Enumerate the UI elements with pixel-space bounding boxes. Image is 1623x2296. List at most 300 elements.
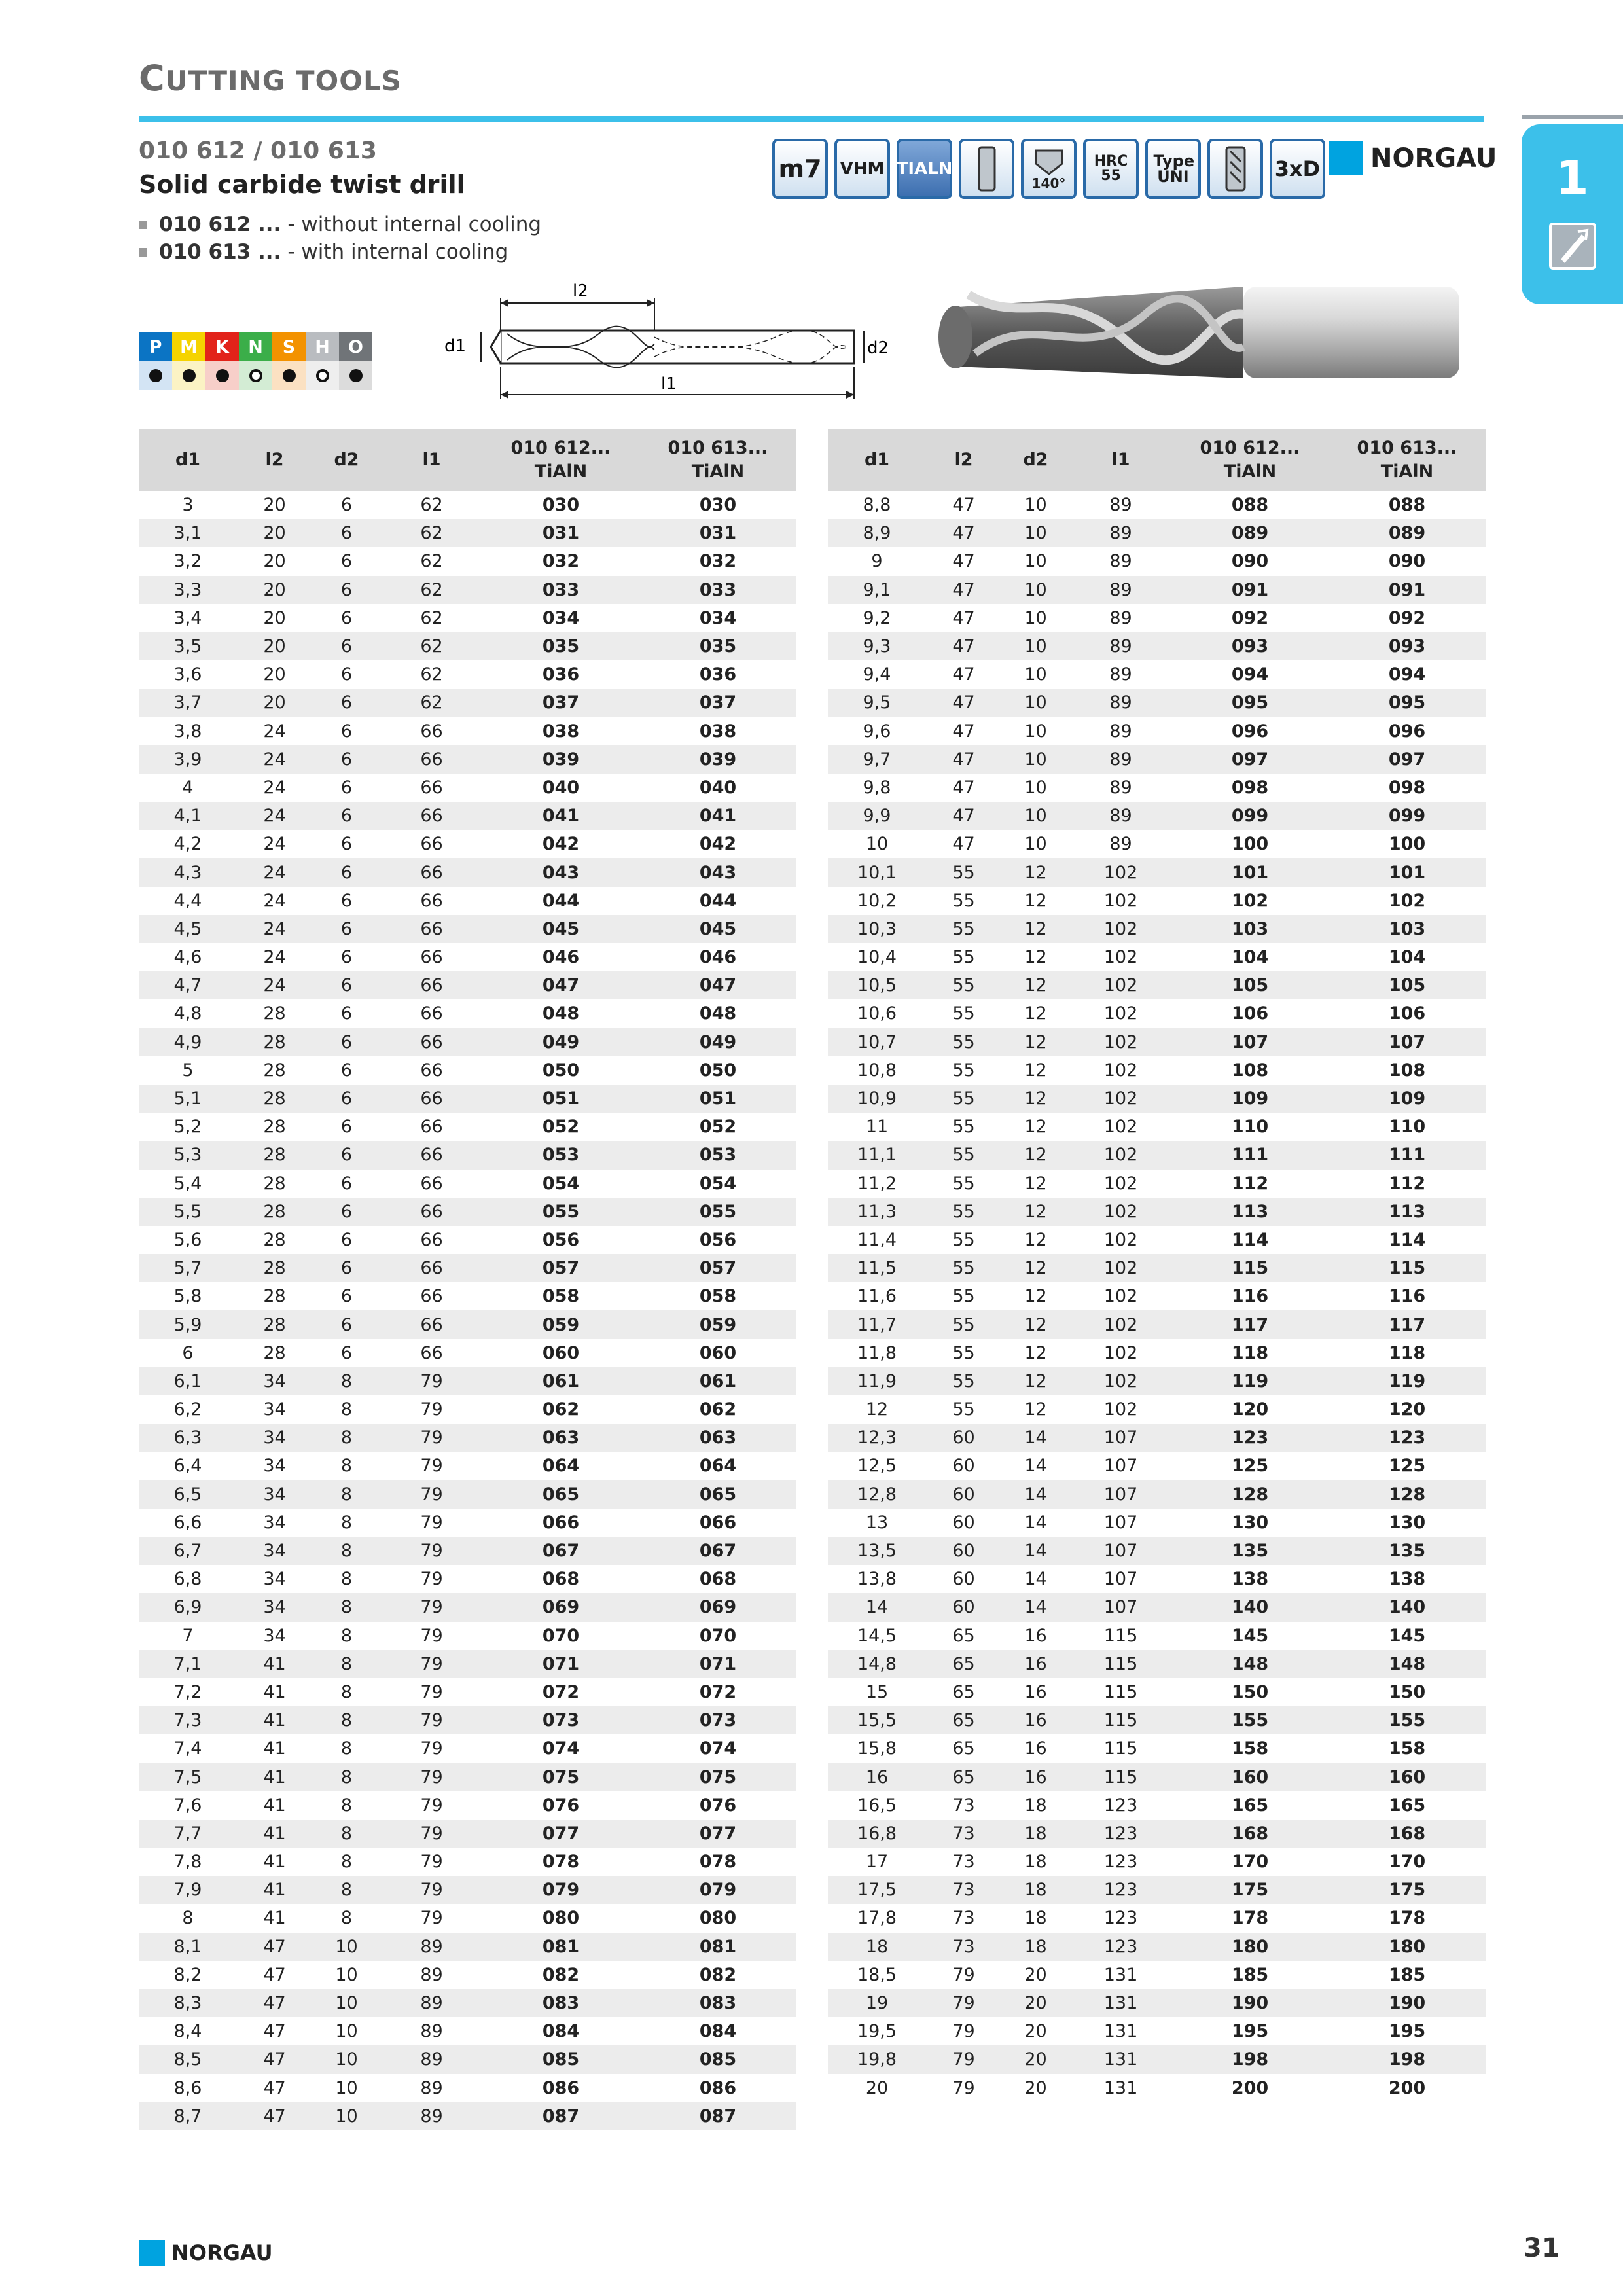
cell-l2: 55 [926, 1367, 1001, 1395]
table-row [828, 1509, 1486, 1537]
cell-d2: 6 [340, 834, 353, 855]
cell-code-010613: 109 [1329, 1085, 1486, 1113]
suitable-dot-icon [349, 369, 363, 382]
cell-l1: 79 [420, 1795, 443, 1816]
table-row [139, 1113, 796, 1141]
cell-code-010612: 130 [1231, 1512, 1269, 1533]
cell-code-010612: 081 [482, 1933, 639, 1961]
cell-l2: 73 [926, 1876, 1001, 1904]
cell-l1: 131 [1103, 2077, 1138, 2098]
cell-d1: 5,4 [173, 1173, 202, 1194]
cell-code-010613: 170 [1388, 1852, 1426, 1873]
cell-code-010613: 114 [1388, 1229, 1426, 1250]
cell-d1: 11,1 [828, 1141, 926, 1169]
cell-l2: 60 [926, 1480, 1001, 1509]
table-row [139, 1424, 796, 1452]
cell-code-010613: 088 [1388, 495, 1426, 516]
cell-d1: 8,5 [139, 2045, 237, 2073]
cell-l2: 55 [952, 1399, 975, 1420]
cell-d2: 8 [312, 1650, 381, 1678]
cell-code-010613: 118 [1388, 1342, 1426, 1363]
cell-l1: 102 [1070, 1085, 1171, 1113]
cell-l2: 41 [237, 1650, 312, 1678]
bullet-square-icon [139, 221, 147, 229]
table-row [828, 1565, 1486, 1593]
cell-l1: 66 [420, 721, 443, 742]
cell-code-010612: 089 [1171, 519, 1329, 547]
cell-l2: 47 [926, 745, 1001, 774]
cell-code-010612: 140 [1171, 1593, 1329, 1621]
table-row [828, 1310, 1486, 1338]
table-row [828, 1876, 1486, 1904]
cell-code-010613: 044 [699, 890, 737, 911]
cell-l2: 28 [237, 1254, 312, 1282]
cell-l1: 107 [1070, 1424, 1171, 1452]
cell-l2: 47 [237, 1989, 312, 2017]
cell-code-010612: 119 [1171, 1367, 1329, 1395]
cell-code-010612: 061 [482, 1367, 639, 1395]
product-codes: 010 612 / 010 613 [139, 137, 377, 164]
cell-l1: 102 [1070, 915, 1171, 943]
cell-d1: 3,1 [139, 519, 237, 547]
cell-code-010613: 052 [699, 1117, 737, 1138]
cell-d2: 8 [312, 1480, 381, 1509]
cell-code-010613: 089 [1329, 519, 1486, 547]
cell-d2: 12 [1024, 1342, 1047, 1363]
table-row [828, 858, 1486, 886]
cell-code-010612: 108 [1231, 1060, 1269, 1081]
cell-code-010612: 178 [1231, 1908, 1269, 1929]
table-row [139, 1367, 796, 1395]
cell-l2: 65 [952, 1625, 975, 1646]
material-o: O [339, 332, 372, 390]
cell-d1: 14,5 [857, 1625, 897, 1646]
cell-d2: 8 [340, 1681, 353, 1702]
table-row [139, 1763, 796, 1791]
cell-d1: 3,5 [139, 632, 237, 660]
cell-code-010612: 125 [1231, 1456, 1269, 1477]
table-row [139, 943, 796, 971]
cell-d1: 10,9 [828, 1085, 926, 1113]
cell-code-010612: 110 [1231, 1117, 1269, 1138]
cell-l1: 66 [381, 971, 482, 999]
cell-d1: 8,3 [139, 1989, 237, 2017]
cell-code-010612: 085 [482, 2045, 639, 2073]
cell-l2: 60 [926, 1537, 1001, 1565]
cell-d1: 4,5 [139, 915, 237, 943]
cell-code-010612: 168 [1171, 1820, 1329, 1848]
cell-code-010613: 094 [1388, 664, 1426, 685]
cell-l2: 28 [237, 1028, 312, 1056]
cell-code-010613: 049 [639, 1028, 796, 1056]
cell-l2: 41 [237, 1876, 312, 1904]
table-row [828, 1820, 1486, 1848]
cell-d1: 9,6 [863, 721, 891, 742]
cell-code-010612: 062 [542, 1399, 580, 1420]
cell-d2: 10 [335, 2021, 358, 2042]
cell-d1: 5,9 [139, 1310, 237, 1338]
cell-d2: 16 [1024, 1625, 1047, 1646]
cell-d1: 19,8 [828, 2045, 926, 2073]
cell-l1: 66 [381, 1310, 482, 1338]
cell-code-010612: 070 [542, 1625, 580, 1646]
cell-l2: 20 [263, 607, 286, 628]
tolerance-m7-icon: m7 [772, 139, 828, 199]
cell-l2: 34 [263, 1456, 286, 1477]
cell-code-010612: 111 [1171, 1141, 1329, 1169]
cell-d2: 6 [340, 777, 353, 798]
drill-size-table-left [139, 429, 796, 2130]
cell-d2: 12 [1024, 1173, 1047, 1194]
cell-code-010612: 148 [1171, 1650, 1329, 1678]
cell-code-010613: 081 [639, 1933, 796, 1961]
cell-d1: 5,1 [139, 1085, 237, 1113]
cell-l2: 79 [952, 2021, 975, 2042]
table-row [139, 1085, 796, 1113]
cell-code-010613: 190 [1329, 1989, 1486, 2017]
cell-code-010613: 053 [639, 1141, 796, 1169]
table-row [828, 1339, 1486, 1367]
cell-l2: 47 [952, 721, 975, 742]
cell-d2: 10 [312, 1933, 381, 1961]
cell-d1: 7,5 [139, 1763, 237, 1791]
cell-d1: 8,1 [139, 1933, 237, 1961]
cell-d1: 5,8 [173, 1286, 202, 1307]
cell-code-010613: 076 [699, 1795, 737, 1816]
cell-code-010613: 145 [1388, 1625, 1426, 1646]
cell-l1: 89 [1109, 551, 1132, 572]
cell-l2: 28 [263, 1060, 286, 1081]
cell-d2: 12 [1001, 858, 1070, 886]
cell-l1: 102 [1070, 1367, 1171, 1395]
cell-code-010613: 031 [639, 519, 796, 547]
cell-d2: 12 [1001, 915, 1070, 943]
table-row [139, 1734, 796, 1763]
cell-d2: 20 [1001, 2045, 1070, 2073]
table-row [828, 1226, 1486, 1254]
cell-d2: 12 [1001, 1367, 1070, 1395]
cell-d2: 10 [1001, 576, 1070, 604]
cell-l1: 89 [1109, 834, 1132, 855]
cell-l1: 62 [420, 664, 443, 685]
cell-l1: 89 [1109, 607, 1132, 628]
cell-code-010612: 096 [1231, 721, 1269, 742]
cell-d1: 6,1 [139, 1367, 237, 1395]
table-row [828, 1904, 1486, 1932]
cell-d1: 10,4 [857, 947, 897, 968]
cell-code-010613: 104 [1388, 947, 1426, 968]
cell-d1: 8,2 [173, 1964, 202, 1985]
cell-d1: 8,8 [863, 495, 891, 516]
cell-d1: 18 [828, 1933, 926, 1961]
cell-l1: 79 [381, 1706, 482, 1734]
table-row [139, 1395, 796, 1424]
cell-code-010613: 111 [1329, 1141, 1486, 1169]
table-row [828, 1452, 1486, 1480]
cell-code-010613: 096 [1388, 721, 1426, 742]
cell-d2: 10 [1001, 519, 1070, 547]
cell-l2: 20 [237, 576, 312, 604]
cell-d1: 9,8 [863, 777, 891, 798]
cell-l1: 89 [381, 2045, 482, 2073]
cell-d1: 12,3 [828, 1424, 926, 1452]
cell-d2: 8 [340, 1512, 353, 1533]
cell-l2: 47 [952, 834, 975, 855]
cell-l2: 41 [237, 1706, 312, 1734]
table-row [828, 1706, 1486, 1734]
table-row [828, 1678, 1486, 1706]
cell-l1: 89 [420, 1964, 443, 1985]
cell-l2: 60 [952, 1456, 975, 1477]
cell-d2: 18 [1024, 1795, 1047, 1816]
cell-l2: 65 [952, 1681, 975, 1702]
cell-d2: 6 [340, 607, 353, 628]
cell-d1: 4,3 [139, 858, 237, 886]
table-row [828, 717, 1486, 745]
cell-l2: 55 [926, 915, 1001, 943]
cell-d2: 10 [312, 2102, 381, 2130]
cell-l2: 47 [926, 802, 1001, 830]
cell-l1: 115 [1070, 1706, 1171, 1734]
cell-code-010613: 040 [699, 777, 737, 798]
cell-d1: 10 [865, 834, 889, 855]
suitable-dot-icon [183, 369, 196, 382]
cell-code-010612: 107 [1171, 1028, 1329, 1056]
cell-code-010613: 039 [639, 745, 796, 774]
cell-d1: 7 [182, 1625, 194, 1646]
cell-l2: 55 [926, 1254, 1001, 1282]
cell-code-010613: 095 [1329, 689, 1486, 717]
cell-d2: 8 [340, 1908, 353, 1929]
dim-d1-label: d1 [444, 336, 467, 356]
table-row [139, 547, 796, 575]
limited-ring-icon [316, 369, 329, 382]
cell-l2: 34 [263, 1569, 286, 1590]
cell-code-010613: 195 [1388, 2021, 1426, 2042]
cell-d1: 6,4 [173, 1456, 202, 1477]
cell-d2: 6 [340, 1173, 353, 1194]
cell-l2: 65 [926, 1763, 1001, 1791]
cell-l1: 79 [381, 1480, 482, 1509]
cell-d2: 6 [312, 1028, 381, 1056]
cell-code-010612: 047 [482, 971, 639, 999]
cell-l1: 102 [1103, 1060, 1138, 1081]
cell-d1: 5,6 [173, 1229, 202, 1250]
cell-l2: 24 [263, 890, 286, 911]
table-row [828, 1989, 1486, 2017]
cell-code-010612: 175 [1171, 1876, 1329, 1904]
cell-d2: 12 [1024, 1286, 1047, 1307]
cell-d1: 6,7 [139, 1537, 237, 1565]
cell-d1: 9,1 [828, 576, 926, 604]
cell-code-010612: 170 [1231, 1852, 1269, 1873]
cell-code-010613: 054 [699, 1173, 737, 1194]
cell-d2: 20 [1024, 2021, 1047, 2042]
cell-code-010613: 083 [639, 1989, 796, 2017]
cell-d2: 6 [340, 664, 353, 685]
cell-d2: 14 [1001, 1537, 1070, 1565]
cell-l2: 28 [237, 1141, 312, 1169]
cell-d1: 5 [182, 1060, 194, 1081]
cell-l2: 34 [263, 1399, 286, 1420]
cell-l2: 60 [952, 1569, 975, 1590]
cell-d2: 12 [1024, 1399, 1047, 1420]
cell-d2: 18 [1001, 1820, 1070, 1848]
cell-code-010612: 195 [1231, 2021, 1269, 2042]
cell-d1: 3 [182, 495, 194, 516]
table-row [139, 1593, 796, 1621]
cell-code-010612: 145 [1231, 1625, 1269, 1646]
table-row [139, 1028, 796, 1056]
cell-l1: 115 [1103, 1625, 1138, 1646]
cell-code-010612: 050 [542, 1060, 580, 1081]
cell-l2: 55 [952, 1117, 975, 1138]
cell-l1: 66 [420, 1286, 443, 1307]
cell-l2: 28 [237, 1085, 312, 1113]
material-suitability [139, 332, 372, 390]
dimension-drawing [435, 278, 889, 409]
table-row [139, 915, 796, 943]
cell-code-010612: 095 [1171, 689, 1329, 717]
cell-l1: 102 [1103, 1286, 1138, 1307]
cell-l1: 79 [381, 1820, 482, 1848]
cell-code-010612: 041 [482, 802, 639, 830]
material-h: H [306, 332, 339, 390]
cell-d1: 7,9 [139, 1876, 237, 1904]
cell-l2: 47 [926, 576, 1001, 604]
cell-d1: 9,3 [828, 632, 926, 660]
col-header-010613: 010 613... TiAlN [639, 429, 796, 491]
cell-d1: 12,5 [857, 1456, 897, 1477]
table-row [828, 491, 1486, 519]
cell-l1: 66 [381, 858, 482, 886]
chapter-tab[interactable]: 1 [1522, 124, 1623, 304]
cell-d1: 5,2 [173, 1117, 202, 1138]
cell-code-010612: 067 [482, 1537, 639, 1565]
brand-logo: NORGAU [1329, 141, 1497, 175]
cell-code-010613: 198 [1329, 2045, 1486, 2073]
col-header-d1: d1 [139, 429, 237, 491]
cell-l2: 41 [263, 1852, 286, 1873]
table-row [828, 1424, 1486, 1452]
cell-l2: 28 [237, 1198, 312, 1226]
cell-l2: 20 [237, 632, 312, 660]
cell-l1: 102 [1103, 1173, 1138, 1194]
cell-d1: 9 [871, 551, 883, 572]
cell-d1: 13 [865, 1512, 889, 1533]
cell-d1: 5,7 [139, 1254, 237, 1282]
cell-l2: 41 [237, 1820, 312, 1848]
cell-code-010613: 079 [639, 1876, 796, 1904]
cell-l1: 123 [1103, 1852, 1138, 1873]
cell-d1: 3,4 [173, 607, 202, 628]
cell-l1: 79 [381, 1650, 482, 1678]
cell-l1: 89 [1070, 576, 1171, 604]
cell-code-010613: 084 [699, 2021, 737, 2042]
cell-code-010612: 180 [1171, 1933, 1329, 1961]
cell-l2: 24 [237, 858, 312, 886]
table-row [139, 1961, 796, 1989]
cell-d2: 8 [340, 1625, 353, 1646]
cell-code-010613: 066 [699, 1512, 737, 1533]
cell-d2: 14 [1024, 1456, 1047, 1477]
table-row [139, 1339, 796, 1367]
cell-d2: 6 [312, 632, 381, 660]
cell-l1: 79 [420, 1625, 443, 1646]
cell-l2: 47 [237, 2102, 312, 2130]
cell-l1: 62 [381, 519, 482, 547]
cell-d2: 6 [340, 890, 353, 911]
cell-code-010612: 060 [542, 1342, 580, 1363]
table-row [828, 1254, 1486, 1282]
cell-l1: 131 [1103, 2021, 1138, 2042]
col-header-l1: l1 [1070, 429, 1171, 491]
cell-l2: 55 [952, 1342, 975, 1363]
cell-l1: 131 [1103, 1964, 1138, 1985]
cell-l1: 123 [1103, 1795, 1138, 1816]
cell-l2: 73 [952, 1795, 975, 1816]
cell-d2: 8 [312, 1876, 381, 1904]
cell-l2: 47 [926, 519, 1001, 547]
cell-code-010613: 105 [1329, 971, 1486, 999]
cell-d1: 4,1 [139, 802, 237, 830]
cell-l1: 79 [381, 1763, 482, 1791]
cell-code-010612: 113 [1171, 1198, 1329, 1226]
cell-d2: 12 [1001, 1254, 1070, 1282]
cell-code-010612: 097 [1171, 745, 1329, 774]
table-row [828, 660, 1486, 689]
cell-l1: 89 [420, 2021, 443, 2042]
cell-d2: 18 [1001, 1933, 1070, 1961]
cell-d1: 7,3 [139, 1706, 237, 1734]
cell-code-010613: 098 [1388, 777, 1426, 798]
cell-code-010613: 123 [1329, 1424, 1486, 1452]
cell-code-010612: 109 [1171, 1085, 1329, 1113]
cell-d2: 8 [340, 1456, 353, 1477]
table-row [828, 774, 1486, 802]
variant-item: 010 612 ... - without internal cooling [139, 211, 541, 238]
cell-d1: 15 [865, 1681, 889, 1702]
cell-l1: 115 [1103, 1681, 1138, 1702]
table-row [139, 2102, 796, 2130]
cell-l1: 66 [381, 745, 482, 774]
cell-code-010613: 113 [1329, 1198, 1486, 1226]
cell-d2: 8 [312, 1820, 381, 1848]
table-row [828, 943, 1486, 971]
cell-code-010612: 094 [1231, 664, 1269, 685]
cell-l1: 79 [420, 1456, 443, 1477]
cell-l1: 89 [420, 2077, 443, 2098]
cell-d2: 6 [312, 576, 381, 604]
cell-code-010613: 063 [639, 1424, 796, 1452]
cell-code-010613: 106 [1388, 1003, 1426, 1024]
cell-l2: 47 [952, 664, 975, 685]
cell-code-010612: 038 [542, 721, 580, 742]
cell-l2: 20 [263, 664, 286, 685]
cell-d2: 12 [1001, 1028, 1070, 1056]
col-header-010612: 010 612... TiAlN [1171, 429, 1329, 491]
coating-tialn-icon: TIALN [897, 139, 952, 199]
cell-code-010613: 051 [639, 1085, 796, 1113]
cell-l2: 41 [263, 1738, 286, 1759]
cell-l2: 55 [926, 1085, 1001, 1113]
table-row [828, 971, 1486, 999]
cell-code-010613: 060 [699, 1342, 737, 1363]
cell-code-010612: 065 [482, 1480, 639, 1509]
table-row [828, 1141, 1486, 1169]
point-angle-icon: 140° [1021, 139, 1077, 199]
cell-d1: 8,4 [173, 2021, 202, 2042]
